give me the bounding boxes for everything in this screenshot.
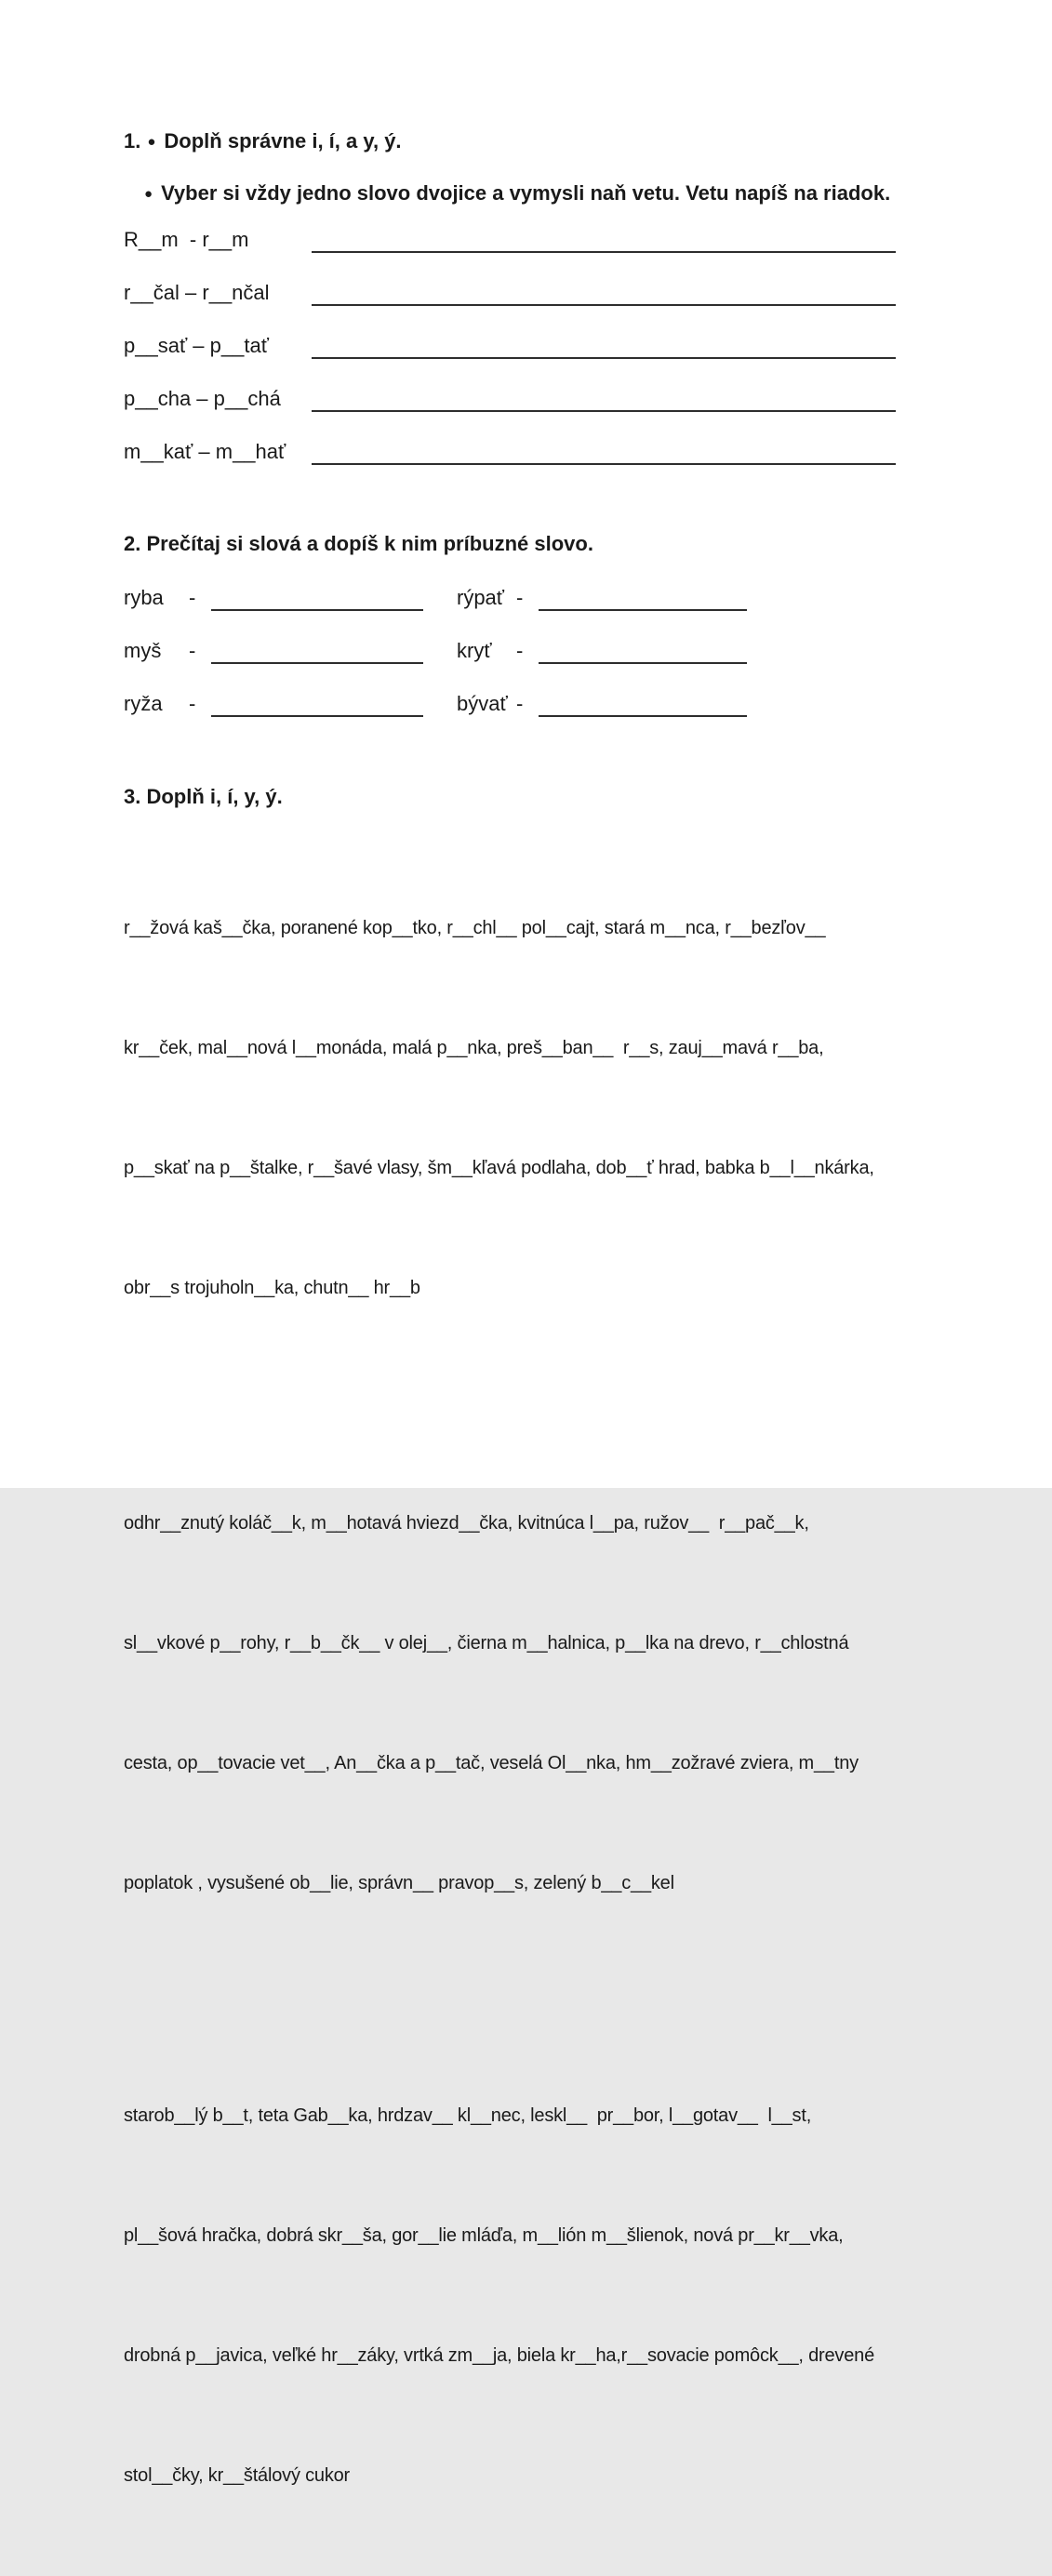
bullet-icon: ● — [147, 134, 156, 150]
source-word: bývať — [457, 692, 508, 715]
word-pair-label: p__sať – p__tať — [124, 334, 269, 357]
exercise1-number: 1. — [124, 129, 141, 153]
answer-line[interactable] — [312, 439, 896, 465]
answer-line[interactable] — [312, 280, 896, 306]
paragraph-line: starob__lý b__t, teta Gab__ka, hrdzav__ kl__nec, leskl__ pr__bor, l__gotav__ l__st, — [124, 2105, 812, 2126]
paragraph-line: odhr__znutý koláč__k, m__hotavá hviezd__čka, kvitnúca l__pa, ružov__ r__pač__k, — [124, 1513, 809, 1534]
dash-separator: - — [189, 586, 196, 609]
dash-separator: - — [516, 692, 524, 715]
source-word: myš — [124, 639, 162, 662]
exercise2-rows — [124, 585, 896, 717]
answer-line[interactable] — [539, 691, 747, 717]
word-pair-row — [124, 280, 896, 306]
paragraph-line: sl__vkové p__rohy, r__b__čk__ v olej__, čierna m__halnica, p__lka na drevo, r__chlostná — [124, 1633, 849, 1653]
word-pair-label: m__kať – m__hať — [124, 440, 286, 463]
word-pair-row — [124, 333, 896, 359]
answer-line[interactable] — [211, 638, 423, 664]
word-pair-row — [124, 439, 896, 465]
related-word-row — [124, 691, 896, 717]
answer-line[interactable] — [211, 691, 423, 717]
paragraph-line: poplatok , vysušené ob__lie, správn__ pravop__s, zelený b__c__kel — [124, 1873, 674, 1893]
exercise2-heading: 2. Prečítaj si slová a dopíš k nim príbuzné slovo. — [124, 532, 593, 555]
answer-line[interactable] — [539, 585, 747, 611]
answer-line[interactable] — [312, 386, 896, 412]
word-pair-label: R__m - r__m — [124, 228, 249, 251]
paragraph-line: cesta, op__tovacie vet__, An__čka a p__tač, veselá Ol__nka, hm__zožravé zviera, m__tny — [124, 1753, 859, 1773]
dash-separator: - — [189, 639, 196, 662]
source-word: ryba — [124, 586, 164, 609]
exercise1-subheading — [144, 180, 896, 209]
fill-in-paragraph — [124, 829, 896, 1388]
source-word: rýpať — [457, 586, 505, 609]
bullet-icon: ● — [144, 186, 153, 202]
source-word: kryť — [457, 639, 492, 662]
word-pair-label: r__čal – r__nčal — [124, 281, 270, 304]
paragraph-line: kr__ček, mal__nová l__monáda, malá p__nka, preš__ban__ r__s, zauj__mavá r__ba, — [124, 1038, 824, 1058]
paragraph-line: stol__čky, kr__štálový cukor — [124, 2465, 351, 2486]
dash-separator: - — [516, 639, 524, 662]
paragraph-line: obr__s trojuholn__ka, chutn__ hr__b — [124, 1278, 420, 1298]
answer-line[interactable] — [211, 585, 423, 611]
exercise1-rows — [124, 227, 896, 465]
exercise1-subtitle: Vyber si vždy jedno slovo dvojice a vymysli naň vetu. Vetu napíš na riadok. — [161, 181, 891, 205]
answer-line[interactable] — [312, 333, 896, 359]
paragraph-line: p__skať na p__štalke, r__šavé vlasy, šm__kľavá podlaha, dob__ť hrad, babka b__l__nkárka, — [124, 1158, 874, 1178]
word-pair-row — [124, 386, 896, 412]
fill-in-paragraph — [124, 1424, 896, 1984]
related-word-row — [124, 585, 896, 611]
source-word: ryža — [124, 692, 163, 715]
word-pair-row — [124, 227, 896, 253]
word-pair-label: p__cha – p__chá — [124, 387, 281, 410]
exercise1-title: Doplň správne i, í, a y, ý. — [164, 129, 402, 153]
exercise1-heading — [124, 128, 896, 157]
answer-line[interactable] — [539, 638, 747, 664]
fill-in-paragraph — [124, 2016, 896, 2576]
answer-line[interactable] — [312, 227, 896, 253]
exercise3-heading: 3. Doplň i, í, y, ý. — [124, 785, 283, 808]
related-word-row — [124, 638, 896, 664]
paragraph-line: pl__šová hračka, dobrá skr__ša, gor__lie mláďa, m__lión m__šlienok, nová pr__kr__vka, — [124, 2225, 844, 2246]
paragraph-line: r__žová kaš__čka, poranené kop__tko, r__chl__ pol__cajt, stará m__nca, r__bezľov__ — [124, 918, 826, 938]
dash-separator: - — [189, 692, 196, 715]
paragraph-line: drobná p__javica, veľké hr__záky, vrtká zm__ja, biela kr__ha,r__sovacie pomôck__, drevené — [124, 2345, 875, 2366]
dash-separator: - — [516, 586, 524, 609]
